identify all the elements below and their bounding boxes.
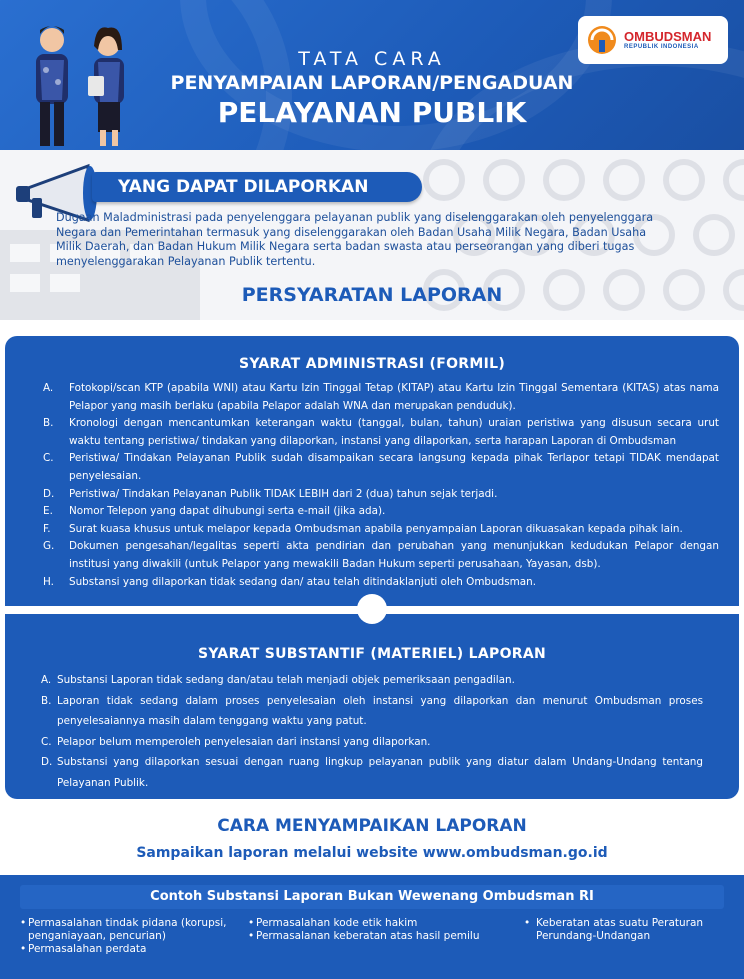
item-text: Permasalahan perdata — [28, 943, 147, 955]
item-label: G. — [43, 540, 55, 553]
list-item: • Keberatan atas suatu Peraturan Perundang-Undangan — [524, 917, 714, 943]
item-text: Fotokopi/scan KTP (apabila WNI) atau Kartu Izin Tinggal Tetap (KITAP) atau Kartu Izin Tinggal Sementara (KITAS) atas nama Pelapor yang masih berlaku (apabila Pelapor adalah WNA dan merupakan penduduk). — [69, 382, 719, 412]
desc-line: Negara dan Pemerintahan termasuk yang diselenggarakan oleh Badan Usaha Milik Negara, Badan Usaha — [56, 225, 647, 239]
list-item — [41, 670, 703, 691]
list-item — [41, 691, 703, 732]
item-label: B. — [43, 417, 54, 430]
syarat-substantif-title: SYARAT SUBSTANTIF (MATERIEL) LAPORAN — [197, 646, 547, 662]
item-label: E. — [43, 505, 53, 518]
list-item — [43, 415, 719, 450]
substantif-list — [41, 670, 703, 793]
footer-section — [0, 875, 744, 979]
item-text: Pelapor belum memperoleh penyelesaian dari instansi yang dilaporkan. — [57, 735, 431, 748]
item-text: Substansi yang dilaporkan tidak sedang dan/ atau telah ditindaklanjuti oleh Ombudsman. — [69, 575, 537, 588]
desc-line: menyelenggarakan Pelayanan Publik tertentu. — [56, 254, 316, 268]
item-label: F. — [43, 522, 51, 535]
item-text: Keberatan atas suatu Peraturan Perundang-Undangan — [536, 917, 704, 942]
item-label: A. — [43, 382, 54, 394]
card-connector — [357, 594, 387, 624]
item-text: Laporan tidak sedang dalam proses penyelesaian oleh instansi yang dilaporkan dan menurut Ombudsman proses penyelesaiannya masih dalam tenggang waktu yang patut. — [57, 694, 703, 727]
item-label: D. — [43, 487, 55, 500]
syarat-administrasi-title: SYARAT ADMINISTRASI (FORMIL) — [238, 356, 506, 372]
logo-name: OMBUDSMAN — [624, 29, 712, 44]
footer-col-3 — [524, 917, 714, 943]
item-label: B. — [41, 694, 52, 707]
item-text: Nomor Telepon yang dapat dihubungi serta e-mail (jika ada). — [69, 505, 386, 518]
item-text: Kronologi dengan mencantumkan keterangan waktu (tanggal, bulan, tahun) uraian peristiwa yang disusun secara urut waktu tentang peristiwa/ tindakan yang dilaporkan, instansi yang dilaporkan, serta harapan Laporan di Ombudsman — [69, 417, 719, 447]
item-text: Permasalanan keberatan atas hasil pemilu — [256, 930, 480, 942]
item-label: D. — [41, 756, 53, 768]
footer-col-2 — [248, 917, 498, 943]
item-label: A. — [41, 674, 52, 686]
list-item — [43, 521, 719, 539]
desc-line: Dugaan Maladministrasi pada penyelenggara pelayanan publik yang diselenggarakan oleh penyelenggara — [56, 211, 654, 224]
title-pelayanan-publik: PELAYANAN PUBLIK — [217, 96, 527, 129]
list-item — [43, 486, 719, 504]
cara-title: CARA MENYAMPAIKAN LAPORAN — [217, 816, 527, 836]
list-item: • Permasalanan keberatan atas hasil pemilu — [248, 930, 480, 942]
item-text: Substansi Laporan tidak sedang dan/atau telah menjadi objek pemeriksaan pengadilan. — [57, 674, 515, 686]
list-item — [41, 752, 703, 793]
list-item: • Permasalahan kode etik hakim — [248, 917, 418, 929]
list-item: • Permasalahan perdata — [20, 943, 147, 955]
yang-dapat-dilaporkan-heading: YANG DAPAT DILAPORKAN — [92, 172, 422, 202]
list-item — [43, 380, 719, 415]
list-item: • Permasalahan tindak pidana (korupsi, penganiayaan, pencurian) — [20, 917, 235, 943]
item-label: C. — [41, 735, 52, 748]
list-item — [43, 538, 719, 573]
list-item — [41, 732, 703, 753]
item-label: C. — [43, 452, 54, 465]
footer-col-1 — [20, 917, 235, 956]
persyaratan-title: PERSYARATAN LAPORAN — [241, 284, 503, 306]
title-penyampaian: PENYAMPAIAN LAPORAN/PENGADUAN — [170, 72, 574, 94]
title-tata-cara: TATA CARA — [298, 48, 446, 70]
item-text: Permasalahan kode etik hakim — [256, 917, 418, 929]
list-item — [43, 574, 719, 592]
item-text: Permasalahan tindak pidana (korupsi, penganiayaan, pencurian) — [28, 917, 227, 942]
syarat-administrasi-card — [5, 336, 739, 606]
footer-title: Contoh Substansi Laporan Bukan Wewenang Ombudsman RI — [20, 885, 724, 909]
item-text: Surat kuasa khusus untuk melapor kepada Ombudsman apabila penyampaian Laporan dikuasakan kepada pihak lain. — [69, 522, 683, 535]
logo-sub: REPUBLIK INDONESIA — [624, 44, 699, 50]
desc-line: Milik Daerah, dan Badan Hukum Milik Negara serta badan swasta atau perseorangan yang diberi tugas — [56, 240, 635, 253]
item-text: Dokumen pengesahan/legalitas seperti akta pendirian dan perubahan yang menunjukkan kedudukan Pelapor dengan institusi yang diwakili (untuk Pelapor yang mewakili Badan Hukum seperti perusahaan, Yayasan, dsb). — [69, 540, 719, 570]
item-label: H. — [43, 575, 54, 588]
item-text: Peristiwa/ Tindakan Pelayanan Publik TIDAK LEBIH dari 2 (dua) tahun sejak terjadi. — [69, 487, 498, 500]
list-item — [43, 450, 719, 485]
website-line: Sampaikan laporan melalui website www.ombudsman.go.id — [136, 845, 608, 861]
header-banner — [0, 0, 744, 150]
ombudsman-logo-icon — [586, 24, 618, 56]
item-text: Substansi yang dilaporkan sesuai dengan ruang lingkup pelayanan publik yang diatur dalam Undang-Undang tentang Pelayanan Publik. — [57, 756, 703, 789]
ombudsman-logo — [578, 16, 728, 64]
syarat-substantif-card — [5, 614, 739, 799]
administrasi-list — [43, 380, 719, 591]
yang-dapat-description — [56, 211, 676, 269]
item-text: Peristiwa/ Tindakan Pelayanan Publik sudah disampaikan secara langsung kepada pihak Terlapor tetapi TIDAK mendapat penyelesaian. — [69, 452, 719, 482]
list-item — [43, 503, 719, 521]
